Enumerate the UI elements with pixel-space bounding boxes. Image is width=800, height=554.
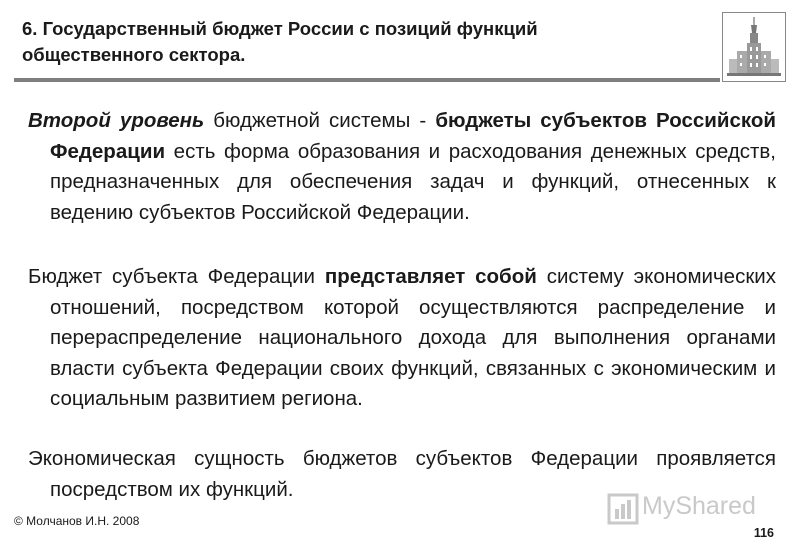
header-divider [14,78,720,82]
paragraph-1-text-2: есть форма образования и расходования денежных средств, предназначенных для обеспечения задач и функций, отнесенных к ведению субъектов Российской Федерации. [50,139,776,224]
myshared-logo-icon [606,492,640,526]
paragraph-2-text-1: Бюджет субъекта Федерации [28,265,325,288]
slide-title [22,16,682,68]
slide-title-line-1: 6. Государственный бюджет России с позиций функций [22,18,538,39]
watermark [606,488,776,528]
paragraph-1-bold: бюджеты субъектов Российской Федерации [50,109,776,163]
paragraph-2 [28,262,776,415]
paragraph-1-text-1: бюджетной системы - [204,109,436,132]
paragraph-2-text-2: систему экономических отношений, посредством которой осуществляются распределение и перераспределение национального дохода для выполнения органами власти субъекта Федерации своих функций, связанных с экономическим и социальным развитием региона. [50,265,776,410]
paragraph-3-text: Экономическая сущность бюджетов субъектов Федерации проявляется посредством их функций. [28,447,776,501]
paragraph-1-lead: Второй уровень [28,109,205,132]
page-number: 116 [753,526,774,540]
paragraph-1 [28,106,776,228]
university-building-icon [722,12,786,82]
paragraph-2-bold: представляет собой [324,265,537,288]
slide-title-line-2: общественного сектора. [22,44,246,65]
footer-copyright: © Молчанов И.Н. 2008 [14,514,140,528]
watermark-text: MyShared [642,492,756,520]
